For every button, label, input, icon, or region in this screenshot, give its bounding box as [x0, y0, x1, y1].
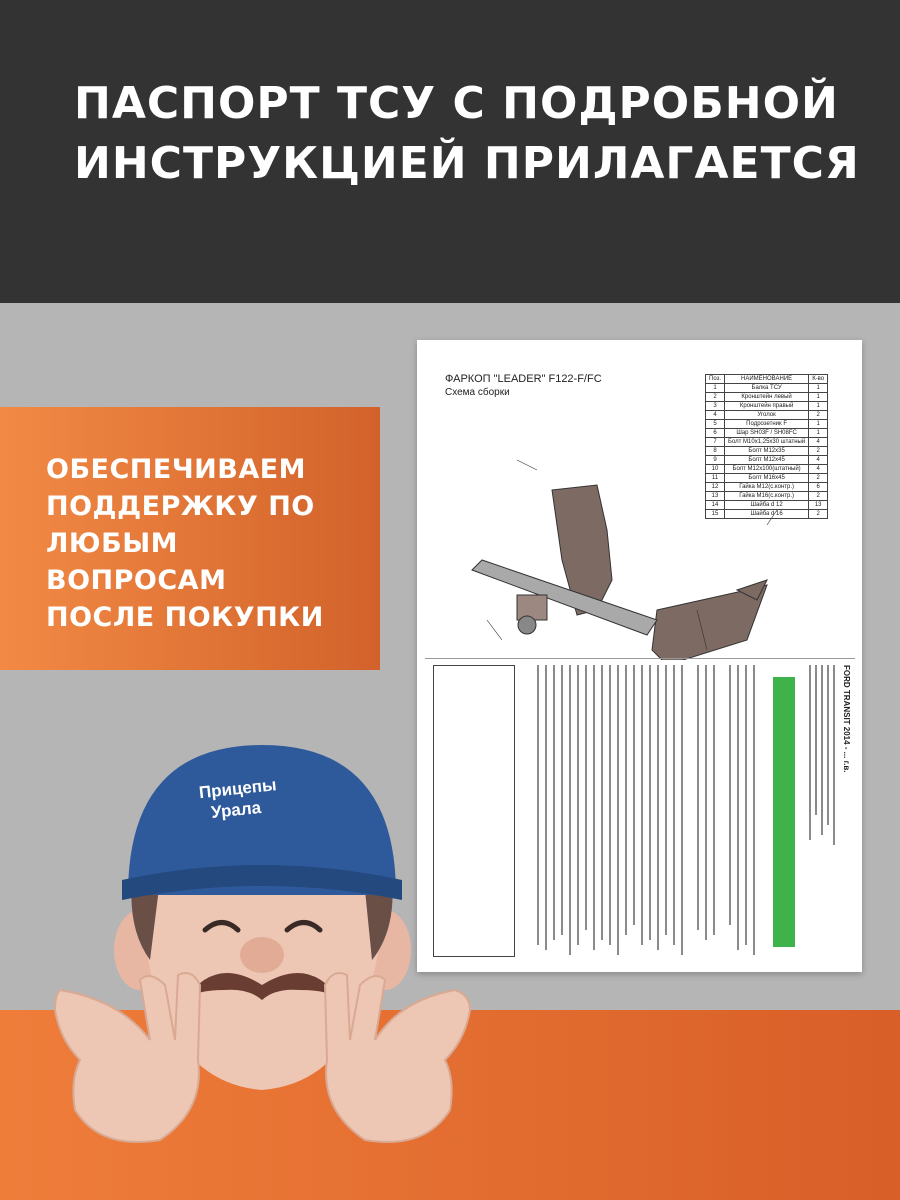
- parts-cell: 1: [706, 384, 725, 393]
- parts-cell: 1: [809, 429, 828, 438]
- support-line: ЛЮБЫМ: [46, 528, 179, 559]
- parts-cell: Уголок: [725, 411, 809, 420]
- parts-cell: 12: [706, 483, 725, 492]
- parts-cell: Балка ТСУ: [725, 384, 809, 393]
- support-line: ПОДДЕРЖКУ ПО: [46, 491, 315, 522]
- parts-cell: Кронштейн правый: [725, 402, 809, 411]
- parts-header-cell: Поз.: [706, 375, 725, 384]
- parts-cell: 1: [809, 384, 828, 393]
- document-subtitle: Схема сборки: [445, 387, 510, 398]
- parts-cell: 9: [706, 456, 725, 465]
- parts-cell: 4: [809, 438, 828, 447]
- mascot-nose: [240, 937, 284, 973]
- cap-text-line-1: Прицепы: [198, 775, 278, 803]
- support-line: ПОСЛЕ ПОКУПКИ: [46, 602, 324, 633]
- headline-line-1: ПАСПОРТ ТСУ С ПОДРОБНОЙ: [74, 78, 839, 129]
- parts-cell: 4: [809, 456, 828, 465]
- headline-line-2: ИНСТРУКЦИЕЙ ПРИЛАГАЕТСЯ: [74, 138, 860, 189]
- parts-cell: 14: [706, 501, 725, 510]
- parts-cell: Шар SH03F / SH08FC: [725, 429, 809, 438]
- parts-cell: Болт М12х100(штатный): [725, 465, 809, 474]
- support-line: ВОПРОСАМ: [46, 565, 227, 596]
- parts-cell: 15: [706, 510, 725, 519]
- parts-cell: 6: [706, 429, 725, 438]
- parts-cell: Болт М12х45: [725, 456, 809, 465]
- parts-cell: 11: [706, 474, 725, 483]
- parts-cell: 8: [706, 447, 725, 456]
- parts-cell: Шайба d 16: [725, 510, 809, 519]
- parts-cell: 4: [809, 465, 828, 474]
- parts-cell: 3: [706, 402, 725, 411]
- instruction-header: FORD TRANSIT 2014 - ... г.в.: [842, 665, 851, 773]
- parts-cell: 1: [809, 402, 828, 411]
- parts-cell: 13: [809, 501, 828, 510]
- parts-cell: 2: [809, 492, 828, 501]
- parts-cell: 10: [706, 465, 725, 474]
- parts-cell: Болт М16х45: [725, 474, 809, 483]
- cap-text-line-2: Урала: [210, 797, 262, 823]
- parts-header-cell: НАИМЕНОВАНИЕ: [725, 375, 809, 384]
- parts-cell: Гайка М16(с.контр.): [725, 492, 809, 501]
- mascot-hand-right: [325, 973, 470, 1142]
- support-line: ОБЕСПЕЧИВАЕМ: [46, 454, 307, 485]
- parts-cell: 5: [706, 420, 725, 429]
- parts-cell: 2: [706, 393, 725, 402]
- parts-cell: Кронштейн левый: [725, 393, 809, 402]
- parts-cell: 7: [706, 438, 725, 447]
- parts-cell: 2: [809, 447, 828, 456]
- parts-cell: 1: [809, 420, 828, 429]
- parts-cell: 4: [706, 411, 725, 420]
- parts-cell: 2: [809, 510, 828, 519]
- parts-cell: Болт М10х1,25х30 штатный: [725, 438, 809, 447]
- parts-cell: 6: [809, 483, 828, 492]
- document-title: ФАРКОП "LEADER" F122-F/FC: [445, 373, 602, 385]
- parts-cell: Болт М12х35: [725, 447, 809, 456]
- parts-cell: 2: [809, 474, 828, 483]
- parts-cell: Гайка М12(с.контр.): [725, 483, 809, 492]
- parts-header-cell: К-во: [809, 375, 828, 384]
- parts-cell: 1: [809, 393, 828, 402]
- parts-cell: 2: [809, 411, 828, 420]
- parts-cell: 13: [706, 492, 725, 501]
- parts-cell: Шайба d 12: [725, 501, 809, 510]
- mascot-hand-left: [55, 973, 200, 1142]
- parts-cell: Подрозетник F: [725, 420, 809, 429]
